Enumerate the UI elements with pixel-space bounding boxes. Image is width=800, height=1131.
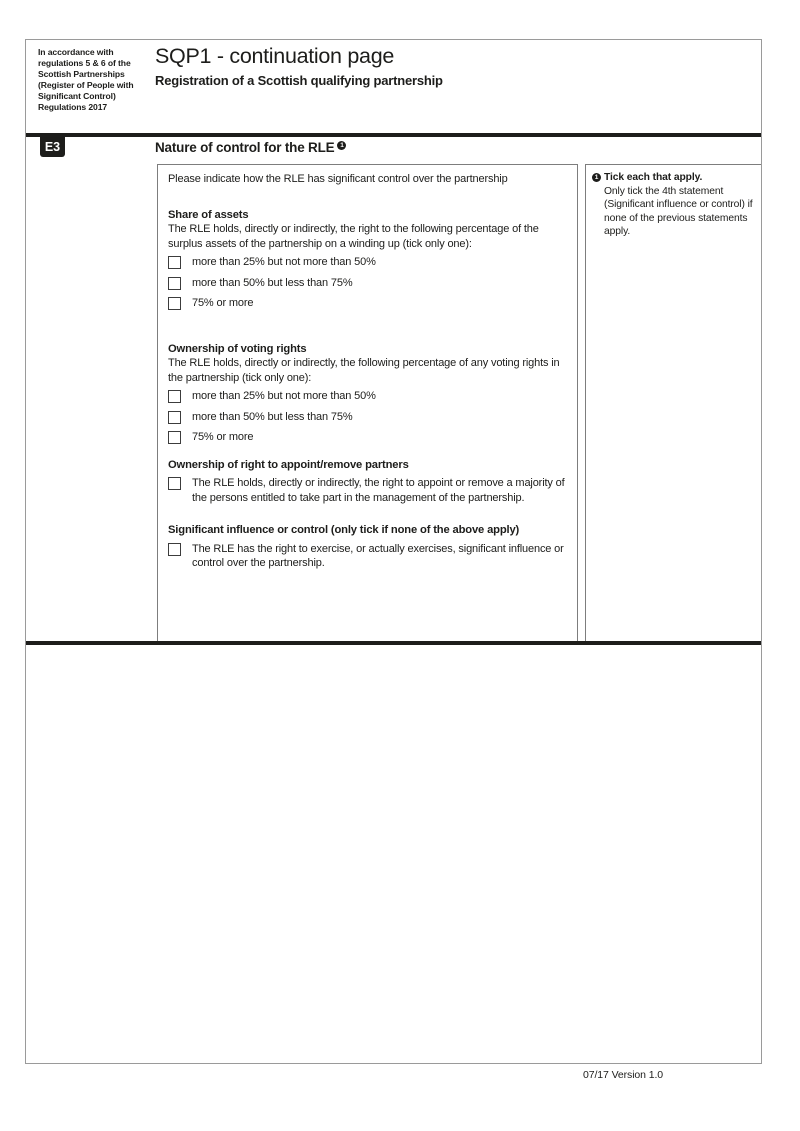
info-marker-icon: 1 <box>592 173 601 182</box>
form-title: SQP1 - continuation page <box>155 44 395 68</box>
section-divider-top <box>26 133 761 137</box>
option-label: more than 25% but not more than 50% <box>192 390 376 402</box>
footer-version: 07/17 Version 1.0 <box>583 1069 664 1081</box>
checkbox[interactable] <box>168 411 181 424</box>
group-description: The RLE holds, directly or indirectly, the right to the following percentage of the surplus assets of the partnership on a winding up (tick only one): <box>168 223 539 250</box>
info-marker-icon: 1 <box>337 141 346 150</box>
section-badge-e3: E3 <box>40 137 65 157</box>
option-label: more than 50% but less than 75% <box>192 276 353 289</box>
section-divider-bottom <box>26 641 761 645</box>
group-title: Ownership of right to appoint/remove partners <box>168 458 409 471</box>
checkbox[interactable] <box>168 431 181 444</box>
section-heading <box>155 140 346 155</box>
form-frame <box>25 39 762 1064</box>
nature-of-control-box <box>157 164 578 641</box>
group-voting-rights <box>168 342 567 445</box>
side-note-text <box>604 171 753 239</box>
option-label: 75% or more <box>192 297 254 309</box>
group-title: Ownership of voting rights <box>168 342 307 355</box>
option-label: more than 25% but not more than 50% <box>192 256 376 268</box>
regulation-note: In accordance with regulations 5 & 6 of the Scottish Partnerships (Register of People with Significant Control) Regulations 2017 <box>38 47 134 112</box>
checkbox-option <box>168 410 567 425</box>
checkbox-option <box>168 276 567 291</box>
option-label: more than 50% but less than 75% <box>192 410 353 423</box>
option-label: The RLE has the right to exercise, or actually exercises, significant influence or control over the partnership. <box>192 542 564 569</box>
box-intro: Please indicate how the RLE has significant control over the partnership <box>168 173 508 185</box>
group-title: Share of assets <box>168 208 249 221</box>
option-label: 75% or more <box>192 431 254 443</box>
side-note-body: Only tick the 4th statement (Significant influence or control) if none of the previous statements apply. <box>604 185 753 237</box>
checkbox[interactable] <box>168 477 181 490</box>
checkbox-option <box>168 430 567 445</box>
checkbox-option <box>168 255 567 270</box>
checkbox[interactable] <box>168 277 181 290</box>
group-share-of-assets <box>168 208 567 311</box>
form-subtitle: Registration of a Scottish qualifying partnership <box>155 73 443 88</box>
checkbox-option <box>168 476 567 505</box>
checkbox[interactable] <box>168 390 181 403</box>
group-appoint-remove <box>168 458 567 506</box>
title-block <box>155 44 443 88</box>
option-label: The RLE holds, directly or indirectly, the right to appoint or remove a majority of the persons entitled to take part in the management of the partnership. <box>192 477 565 504</box>
group-description: The RLE holds, directly or indirectly, the following percentage of any voting rights in the partnership (tick only one): <box>168 357 560 384</box>
group-significant-influence <box>168 523 567 571</box>
checkbox-option <box>168 389 567 404</box>
section-heading-label: Nature of control for the RLE <box>155 140 335 155</box>
checkbox[interactable] <box>168 256 181 269</box>
checkbox-option <box>168 296 567 311</box>
checkbox[interactable] <box>168 543 181 556</box>
checkbox-option <box>168 542 567 571</box>
group-title: Significant influence or control (only tick if none of the above apply) <box>168 524 520 536</box>
side-note-box <box>585 164 761 641</box>
side-note <box>592 171 753 239</box>
side-note-title: Tick each that apply. <box>604 172 703 183</box>
checkbox[interactable] <box>168 297 181 310</box>
